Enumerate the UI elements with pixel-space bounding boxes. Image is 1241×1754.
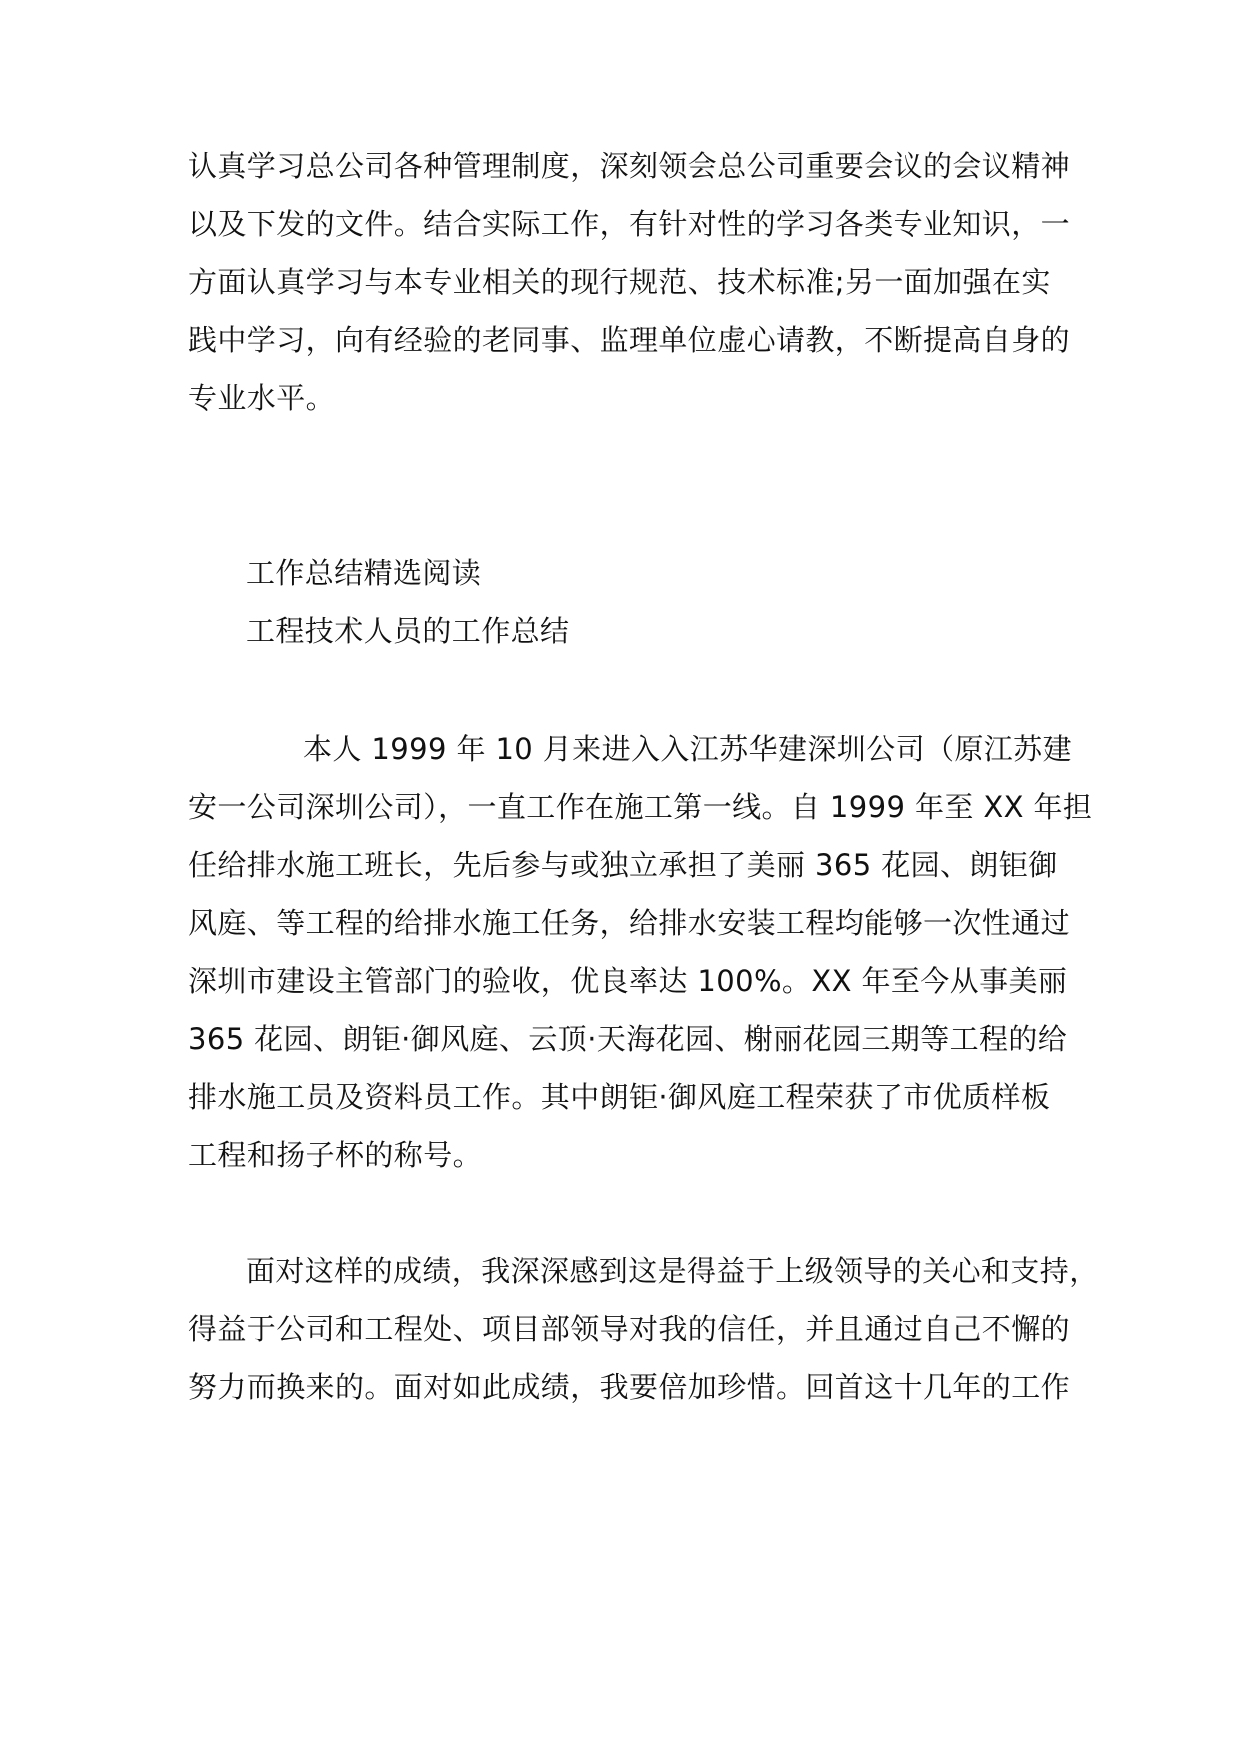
paragraph-1-line-1: 认真学习总公司各种管理制度，深刻领会总公司重要会议的会议精神 xyxy=(188,149,1071,183)
paragraph-1-line-5: 专业水平。 xyxy=(188,381,336,415)
paragraph-2-line-6: 365 花园、朗钜·御风庭、云顶·天海花园、榭丽花园三期等工程的给 xyxy=(188,1022,1068,1056)
paragraph-2-line-1: 本人 1999 年 10 月来进入入江苏华建深圳公司（原江苏建 xyxy=(303,732,1072,766)
paragraph-3-line-1: 面对这样的成绩，我深深感到这是得益于上级领导的关心和支持， xyxy=(246,1254,1099,1288)
paragraph-1-line-2: 以及下发的文件。结合实际工作，有针对性的学习各类专业知识，一 xyxy=(188,207,1071,241)
paragraph-2-line-5: 深圳市建设主管部门的验收，优良率达 100%。XX 年至今从事美丽 xyxy=(188,964,1068,998)
paragraph-3-line-3: 努力而换来的。面对如此成绩，我要倍加珍惜。回首这十几年的工作 xyxy=(188,1370,1071,1404)
paragraph-1-line-4: 践中学习，向有经验的老同事、监理单位虚心请教，不断提高自身的 xyxy=(188,323,1071,357)
paragraph-1-line-3: 方面认真学习与本专业相关的现行规范、技术标准;另一面加强在实 xyxy=(188,265,1051,299)
paragraph-2-line-8: 工程和扬子杯的称号。 xyxy=(188,1138,483,1172)
paragraph-3-line-2: 得益于公司和工程处、项目部领导对我的信任，并且通过自己不懈的 xyxy=(188,1312,1071,1346)
section-heading: 工作总结精选阅读 xyxy=(246,556,482,590)
article-title: 工程技术人员的工作总结 xyxy=(246,614,570,648)
paragraph-2-line-3: 任给排水施工班长，先后参与或独立承担了美丽 365 花园、朗钜御 xyxy=(188,848,1058,882)
paragraph-2-line-7: 排水施工员及资料员工作。其中朗钜·御风庭工程荣获了市优质样板 xyxy=(188,1080,1051,1114)
paragraph-2-line-2: 安一公司深圳公司），一直工作在施工第一线。自 1999 年至 XX 年担 xyxy=(188,790,1093,824)
paragraph-2-line-4: 风庭、等工程的给排水施工任务，给排水安装工程均能够一次性通过 xyxy=(188,906,1071,940)
